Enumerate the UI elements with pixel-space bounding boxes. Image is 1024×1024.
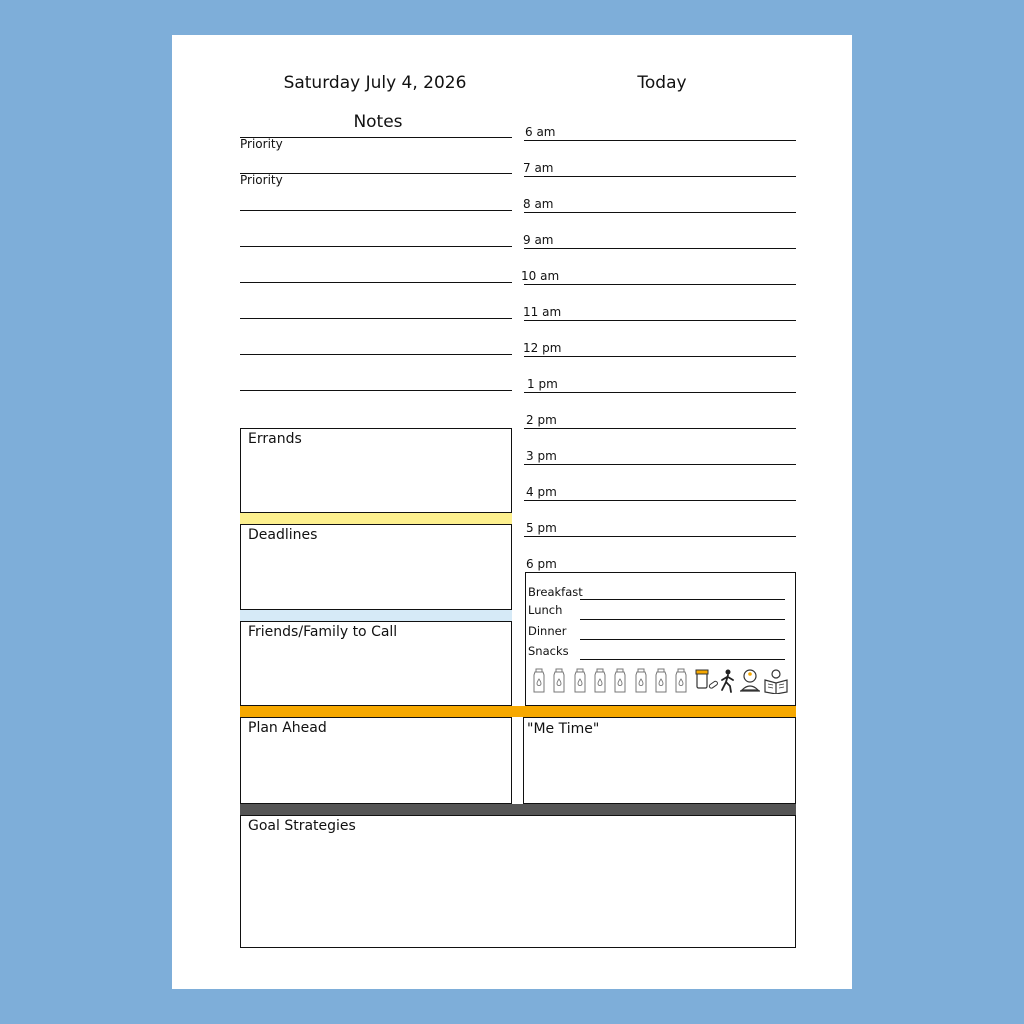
yellow-band (240, 513, 512, 524)
time-slot-line[interactable] (524, 464, 796, 465)
time-label: 6 pm (526, 557, 557, 571)
time-label: 5 pm (526, 521, 557, 535)
notes-line (240, 354, 512, 355)
time-slot-line[interactable] (524, 536, 796, 537)
orange-band (240, 706, 796, 717)
date-heading: Saturday July 4, 2026 (283, 73, 467, 93)
breakfast-label: Breakfast (528, 585, 583, 599)
friends-family-label: Friends/Family to Call (248, 624, 398, 640)
time-label: 1 pm (527, 377, 558, 391)
meditation-icon[interactable] (738, 668, 762, 694)
notes-line (240, 318, 512, 319)
light-blue-band (240, 610, 512, 621)
time-slot-line[interactable] (524, 428, 796, 429)
plan-ahead-label: Plan Ahead (248, 720, 327, 736)
dark-gray-band (240, 804, 796, 815)
today-heading: Today (637, 73, 687, 93)
reading-icon[interactable] (763, 668, 789, 694)
time-slot-line[interactable] (524, 320, 796, 321)
lunch-label: Lunch (528, 603, 563, 617)
water-bottle-icon[interactable] (633, 668, 649, 694)
time-label: 10 am (521, 269, 560, 283)
time-label: 9 am (523, 233, 554, 247)
goal-strategies-label: Goal Strategies (248, 818, 356, 834)
time-label: 7 am (523, 161, 554, 175)
deadlines-label: Deadlines (248, 527, 318, 543)
meals-box (525, 572, 796, 706)
time-slot-line[interactable] (524, 248, 796, 249)
time-slot-line[interactable] (524, 356, 796, 357)
time-slot-line[interactable] (524, 500, 796, 501)
time-label: 6 am (525, 125, 556, 139)
time-slot-line[interactable] (524, 392, 796, 393)
water-bottle-icon[interactable] (653, 668, 669, 694)
time-label: 2 pm (526, 413, 557, 427)
water-bottle-icon[interactable] (531, 668, 547, 694)
time-label: 8 am (523, 197, 554, 211)
dinner-line[interactable] (580, 639, 785, 640)
water-bottle-icon[interactable] (673, 668, 689, 694)
plan-ahead-box[interactable] (240, 717, 512, 804)
priority-label-2: Priority (240, 173, 283, 187)
goal-strategies-box[interactable] (240, 815, 796, 948)
water-bottle-icon[interactable] (551, 668, 567, 694)
notes-line (240, 390, 512, 391)
friends-family-box[interactable] (240, 621, 512, 706)
notes-line (240, 246, 512, 247)
time-label: 3 pm (526, 449, 557, 463)
time-label: 11 am (523, 305, 562, 319)
time-slot-line[interactable] (524, 176, 796, 177)
breakfast-line[interactable] (580, 599, 785, 600)
snacks-line[interactable] (580, 659, 785, 660)
dinner-label: Dinner (528, 624, 567, 638)
errands-box[interactable] (240, 428, 512, 513)
time-slot-line[interactable] (524, 284, 796, 285)
time-slot-line[interactable] (524, 140, 796, 141)
lunch-line[interactable] (580, 619, 785, 620)
notes-line (240, 282, 512, 283)
notes-line (240, 210, 512, 211)
snacks-label: Snacks (528, 644, 569, 658)
water-bottle-icon[interactable] (572, 668, 588, 694)
me-time-label: "Me Time" (527, 721, 600, 737)
priority-label-1: Priority (240, 137, 283, 151)
water-bottle-icon[interactable] (592, 668, 608, 694)
water-bottle-icon[interactable] (612, 668, 628, 694)
me-time-box[interactable] (523, 717, 796, 804)
walking-icon[interactable] (716, 668, 738, 694)
planner-sheet (172, 35, 852, 989)
errands-label: Errands (248, 431, 302, 447)
time-label: 12 pm (523, 341, 562, 355)
deadlines-box[interactable] (240, 524, 512, 610)
notes-heading: Notes (353, 112, 403, 132)
time-label: 4 pm (526, 485, 557, 499)
time-slot-line[interactable] (524, 212, 796, 213)
